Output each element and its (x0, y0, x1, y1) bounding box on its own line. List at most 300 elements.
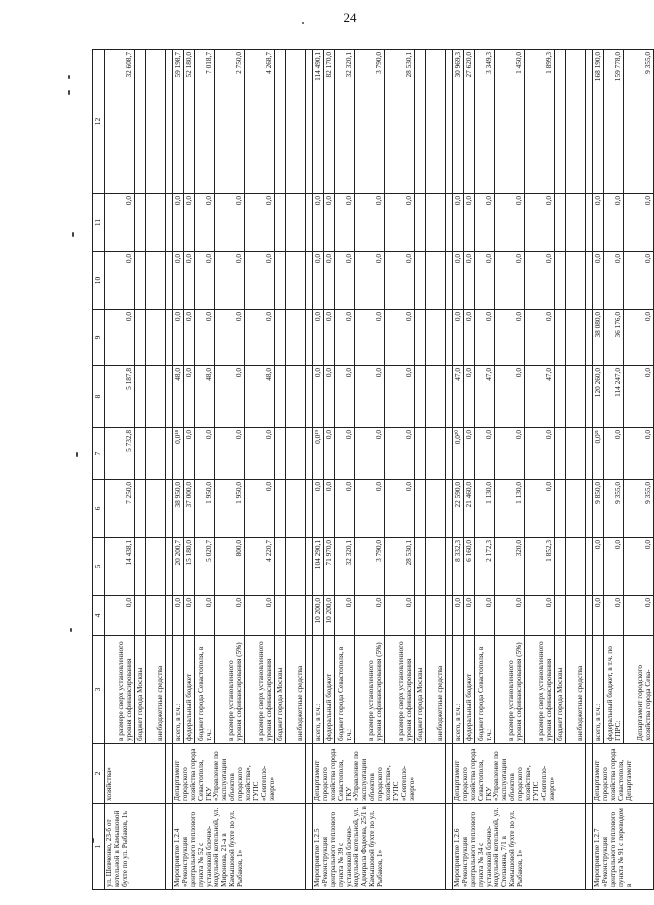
amount-cell (135, 596, 146, 636)
amount-cell: 0,0 (215, 428, 245, 480)
col-number: 11 (93, 194, 105, 252)
budget-table (92, 49, 654, 890)
amount-cell: 0,0 (184, 310, 195, 366)
amount-cell: 32 320,1 (335, 50, 355, 194)
amount-cell: 0,0 (335, 194, 355, 252)
amount-cell: 1 852,3 (525, 538, 555, 596)
empty-cell (306, 428, 313, 480)
amount-cell (566, 252, 586, 310)
amount-cell (426, 428, 446, 480)
amount-cell: 0,0 (385, 310, 415, 366)
amount-cell: 0,0 (173, 596, 184, 636)
amount-cell: 0,0 (464, 428, 475, 480)
empty-cell (446, 50, 453, 194)
amount-cell: 0,0 (464, 366, 475, 428)
empty-cell (586, 428, 593, 480)
funding-source-cell: в размере сверх установленного уровня софинансирования (245, 636, 275, 744)
funding-source-cell: в размере сверх установленного уровня софинансирования (105, 636, 135, 744)
amount-cell (275, 480, 286, 538)
empty-cell (586, 366, 593, 428)
col-number: 9 (93, 310, 105, 366)
amount-cell: 0,0 (385, 252, 415, 310)
funding-source-cell: всего, в т.ч.: (453, 636, 464, 744)
funding-source-cell: бюджет города Москвы (415, 636, 426, 744)
scan-speck (68, 75, 70, 79)
amount-cell: 0,0 (453, 310, 464, 366)
amount-cell: 0,0 (464, 310, 475, 366)
amount-cell (415, 194, 426, 252)
amount-cell: 0,0 (624, 538, 654, 596)
scan-speck (76, 452, 78, 457)
amount-cell: 9 850,0 (593, 480, 604, 538)
empty-cell (446, 596, 453, 636)
scan-speck (72, 232, 74, 237)
empty-cell (166, 428, 173, 480)
amount-cell (415, 310, 426, 366)
amount-cell: 0,0 (245, 596, 275, 636)
amount-cell (146, 596, 166, 636)
amount-cell: 22 590,0 (453, 480, 464, 538)
funding-source-cell: в размере установленного уровня софинансирования (5%) (495, 636, 525, 744)
amount-cell (566, 428, 586, 480)
amount-cell (146, 252, 166, 310)
empty-cell (166, 252, 173, 310)
amount-cell: 5 020,7 (195, 538, 215, 596)
amount-cell: 32 608,7 (105, 50, 135, 194)
col-number: 1 (93, 804, 105, 890)
amount-cell (415, 50, 426, 194)
amount-cell: 0,0 (324, 252, 335, 310)
amount-cell: 0,0 (195, 194, 215, 252)
amount-cell: 0,0 (324, 480, 335, 538)
funding-source-cell: всего, в т.ч.: (593, 636, 604, 744)
amount-cell: 0,0 (385, 194, 415, 252)
amount-cell: 47,0 (453, 366, 464, 428)
amount-cell: 0,0 (604, 538, 624, 596)
amount-cell: 2 750,0 (215, 50, 245, 194)
amount-cell: 52 180,0 (184, 50, 195, 194)
amount-cell: 0,0 (313, 480, 324, 538)
rotated-table-container (92, 50, 653, 890)
executor-cell: Департамент городского хозяйства города Севастополя, ГКУ «Управление по эксплуатации объектов городского хозяйства», ГУПС «Севтепло-энерго» (313, 744, 446, 804)
amount-cell: 0,0 (245, 194, 275, 252)
amount-cell: 3 790,0 (355, 538, 385, 596)
amount-cell: 0,0²¹ (593, 428, 604, 480)
empty-cell (306, 636, 313, 744)
amount-cell: 0,0 (355, 596, 385, 636)
amount-cell: 0,0 (355, 480, 385, 538)
amount-cell (566, 366, 586, 428)
amount-cell: 0,0 (525, 194, 555, 252)
amount-cell: 0,0²⁰ (453, 428, 464, 480)
amount-cell (415, 480, 426, 538)
amount-cell: 0,0 (624, 252, 654, 310)
amount-cell (415, 428, 426, 480)
amount-cell (135, 366, 146, 428)
amount-cell (415, 596, 426, 636)
amount-cell: 0,0 (335, 252, 355, 310)
amount-cell: 0,0 (313, 366, 324, 428)
amount-cell (426, 50, 446, 194)
amount-cell: 1 950,0 (215, 480, 245, 538)
amount-cell: 0,0 (324, 366, 335, 428)
funding-source-cell: федеральный бюджет (324, 636, 335, 744)
amount-cell: 7 018,7 (195, 50, 215, 194)
amount-cell: 0,0 (195, 310, 215, 366)
amount-cell (146, 480, 166, 538)
amount-cell: 0,0 (215, 252, 245, 310)
amount-cell: 0,0 (184, 366, 195, 428)
amount-cell (286, 538, 306, 596)
amount-cell: 0,0¹⁹ (313, 428, 324, 480)
amount-cell (426, 252, 446, 310)
executor-cell: Департамент городского хозяйства города Севастополя, ГКУ «Управление по эксплуатации объектов городского хозяйства», ГУПС «Севтепло-энерго» (173, 744, 306, 804)
amount-cell: 0,0 (385, 428, 415, 480)
empty-cell (306, 480, 313, 538)
amount-cell: 159 778,0 (604, 50, 624, 194)
measure-name-cell: Мероприятие 1.2.5 «Реконструкция центрального теплового пункта № 39 с установкой блочно-модульной котельной, ул. Адмирала Фадеева, 25/1 в Камышовой бухте по ул. Рыбаков, 1» (313, 804, 446, 890)
amount-cell: 0,0 (184, 252, 195, 310)
amount-cell (415, 366, 426, 428)
amount-cell: 4 268,7 (245, 50, 275, 194)
amount-cell (286, 428, 306, 480)
amount-cell: 38 950,0 (173, 480, 184, 538)
empty-cell (446, 366, 453, 428)
amount-cell: 4 220,7 (245, 538, 275, 596)
amount-cell (555, 366, 566, 428)
funding-source-cell: внебюджетные средства (566, 636, 586, 744)
amount-cell (146, 310, 166, 366)
empty-cell (446, 194, 453, 252)
amount-cell: 0,0 (593, 596, 604, 636)
col-number: 5 (93, 538, 105, 596)
funding-source-cell: бюджет города Севастополя, в т.ч.: (475, 636, 495, 744)
amount-cell: 14 438,1 (105, 538, 135, 596)
amount-cell: 0,0 (215, 596, 245, 636)
empty-cell (446, 636, 453, 744)
amount-cell (135, 310, 146, 366)
amount-cell: 0,0 (624, 194, 654, 252)
amount-cell: 48,0 (245, 366, 275, 428)
amount-cell (146, 538, 166, 596)
amount-cell: 320,0 (495, 538, 525, 596)
amount-cell (426, 310, 446, 366)
amount-cell: 0,0 (525, 480, 555, 538)
amount-cell (275, 252, 286, 310)
table-row (105, 50, 135, 890)
amount-cell: 0,0 (105, 310, 135, 366)
amount-cell (135, 428, 146, 480)
empty-cell (446, 480, 453, 538)
amount-cell (566, 194, 586, 252)
amount-cell: 10 200,0 (313, 596, 324, 636)
amount-cell (555, 252, 566, 310)
amount-cell: 0,0 (624, 310, 654, 366)
amount-cell: 0,0 (495, 194, 525, 252)
scan-speck (70, 628, 72, 632)
amount-cell (426, 596, 446, 636)
amount-cell: 0,0 (173, 310, 184, 366)
amount-cell: 9 355,0 (624, 50, 654, 194)
amount-cell: 0,0 (335, 480, 355, 538)
amount-cell (426, 194, 446, 252)
amount-cell (566, 50, 586, 194)
empty-cell (586, 636, 593, 744)
amount-cell: 0,0 (195, 428, 215, 480)
amount-cell: 30 969,3 (453, 50, 464, 194)
funding-source-cell: бюджет города Москвы (135, 636, 146, 744)
amount-cell: 0,0 (195, 596, 215, 636)
amount-cell: 0,0 (245, 428, 275, 480)
amount-cell: 0,0 (355, 428, 385, 480)
funding-source-cell: внебюджетные средства (146, 636, 166, 744)
empty-cell (166, 538, 173, 596)
amount-cell: 1 899,3 (525, 50, 555, 194)
amount-cell (135, 538, 146, 596)
amount-cell (286, 252, 306, 310)
empty-cell (166, 310, 173, 366)
amount-cell (555, 480, 566, 538)
funding-source-cell: бюджет города Москвы (275, 636, 286, 744)
executor-cell: Департамент городского хозяйства города Севастополя, Департамент (593, 744, 654, 804)
amount-cell: 0,0 (604, 252, 624, 310)
funding-source-cell: бюджет города Севастополя, в т.ч.: (335, 636, 355, 744)
amount-cell: 0,0 (195, 252, 215, 310)
page-number: 24 (343, 10, 357, 25)
amount-cell: 82 170,0 (324, 50, 335, 194)
amount-cell: 20 200,7 (173, 538, 184, 596)
amount-cell (275, 366, 286, 428)
scan-speck (68, 90, 70, 95)
column-number-row (93, 50, 105, 890)
amount-cell: 0,0 (324, 428, 335, 480)
amount-cell (275, 194, 286, 252)
measure-name-cell: Мероприятие 1.2.4 «Реконструкция центрального теплового пункта № 52 с установкой блочно-модульной котельной, ул. Миронова, 21-а в Камышовой бухте по ул. Рыбаков, 1» (173, 804, 306, 890)
amount-cell (286, 50, 306, 194)
empty-cell (586, 50, 593, 194)
col-number: 4 (93, 596, 105, 636)
amount-cell (286, 366, 306, 428)
table-row (593, 50, 604, 890)
amount-cell: 0,0 (495, 366, 525, 428)
empty-cell (166, 194, 173, 252)
amount-cell: 0,0 (105, 252, 135, 310)
amount-cell: 5 187,8 (105, 366, 135, 428)
amount-cell: 0,0 (475, 310, 495, 366)
amount-cell: 0,0 (464, 194, 475, 252)
empty-cell (586, 538, 593, 596)
amount-cell: 0,0 (525, 428, 555, 480)
amount-cell (146, 428, 166, 480)
amount-cell: 0,0 (313, 194, 324, 252)
amount-cell: 0,0 (385, 366, 415, 428)
amount-cell: 0,0 (475, 194, 495, 252)
amount-cell: 0,0 (495, 310, 525, 366)
col-number: 10 (93, 252, 105, 310)
amount-cell: 168 190,0 (593, 50, 604, 194)
amount-cell (555, 428, 566, 480)
amount-cell: 0,0¹⁸ (173, 428, 184, 480)
empty-cell (306, 50, 313, 194)
amount-cell (286, 480, 306, 538)
funding-source-cell: внебюджетные средства (286, 636, 306, 744)
amount-cell: 0,0 (593, 252, 604, 310)
amount-cell: 0,0 (173, 252, 184, 310)
amount-cell: 0,0 (525, 596, 555, 636)
amount-cell: 0,0 (385, 596, 415, 636)
funding-source-cell: внебюджетные средства (426, 636, 446, 744)
amount-cell (135, 50, 146, 194)
amount-cell (555, 310, 566, 366)
amount-cell: 0,0 (604, 428, 624, 480)
amount-cell: 0,0 (355, 194, 385, 252)
amount-cell: 32 320,1 (335, 538, 355, 596)
table-row (453, 50, 464, 890)
col-number: 3 (93, 636, 105, 744)
amount-cell: 0,0 (624, 596, 654, 636)
amount-cell: 21 460,0 (464, 480, 475, 538)
measure-name-cell: Мероприятие 1.2.6 «Реконструкция центрального теплового пункта № 34 с установкой блочно-модульной котельной, ул. Степаняна, 7/1 в Камышовой бухте по ул. Рыбаков, 1» (453, 804, 586, 890)
amount-cell: 114 490,1 (313, 50, 324, 194)
executor-cell: Департамент городского хозяйства города Севастополя, ГКУ «Управление по эксплуатации объектов городского хозяйства», ГУПС «Севтепло-энерго» (453, 744, 586, 804)
amount-cell: 0,0 (105, 194, 135, 252)
amount-cell: 0,0 (173, 194, 184, 252)
amount-cell (415, 252, 426, 310)
amount-cell (135, 480, 146, 538)
empty-cell (586, 310, 593, 366)
amount-cell: 0,0 (355, 366, 385, 428)
amount-cell (135, 194, 146, 252)
col-number: 6 (93, 480, 105, 538)
amount-cell (566, 538, 586, 596)
amount-cell: 0,0 (495, 252, 525, 310)
col-number: 7 (93, 428, 105, 480)
amount-cell: 0,0 (335, 596, 355, 636)
amount-cell: 3 790,0 (355, 50, 385, 194)
amount-cell (555, 194, 566, 252)
amount-cell: 0,0 (495, 428, 525, 480)
amount-cell: 0,0 (355, 252, 385, 310)
amount-cell (415, 538, 426, 596)
amount-cell: 0,0 (245, 252, 275, 310)
amount-cell: 0,0 (453, 252, 464, 310)
amount-cell: 6 160,0 (464, 538, 475, 596)
amount-cell: 1 130,0 (475, 480, 495, 538)
amount-cell: 47,0 (525, 366, 555, 428)
amount-cell: 0,0 (324, 310, 335, 366)
amount-cell: 0,0 (184, 428, 195, 480)
empty-cell (306, 366, 313, 428)
amount-cell: 71 970,0 (324, 538, 335, 596)
amount-cell (275, 596, 286, 636)
amount-cell: 0,0 (335, 310, 355, 366)
amount-cell: 0,0 (245, 480, 275, 538)
amount-cell: 1 950,0 (195, 480, 215, 538)
amount-cell: 0,0 (593, 538, 604, 596)
amount-cell: 800,0 (215, 538, 245, 596)
amount-cell (146, 194, 166, 252)
empty-cell (306, 596, 313, 636)
empty-cell (586, 596, 593, 636)
empty-cell (166, 50, 173, 194)
amount-cell (146, 366, 166, 428)
amount-cell (275, 428, 286, 480)
amount-cell: 0,0 (215, 194, 245, 252)
amount-cell (135, 252, 146, 310)
amount-cell: 37 000,0 (184, 480, 195, 538)
amount-cell: 0,0 (335, 428, 355, 480)
amount-cell: 0,0 (313, 252, 324, 310)
empty-cell (446, 538, 453, 596)
amount-cell: 7 250,0 (105, 480, 135, 538)
funding-source-cell: бюджет города Севастополя, в т.ч.: (195, 636, 215, 744)
amount-cell: 8 332,3 (453, 538, 464, 596)
funding-source-cell: в размере сверх установленного уровня софинансирования (525, 636, 555, 744)
amount-cell (426, 366, 446, 428)
amount-cell (555, 50, 566, 194)
amount-cell: 1 130,0 (495, 480, 525, 538)
amount-cell: 0,0 (624, 428, 654, 480)
amount-cell: 0,0 (604, 194, 624, 252)
empty-cell (446, 310, 453, 366)
amount-cell (275, 538, 286, 596)
amount-cell: 38 080,0 (593, 310, 604, 366)
empty-cell (166, 636, 173, 744)
empty-cell (306, 252, 313, 310)
empty-cell (446, 252, 453, 310)
amount-cell (566, 596, 586, 636)
amount-cell: 0,0 (355, 310, 385, 366)
amount-cell: 0,0 (313, 310, 324, 366)
amount-cell: 9 355,0 (604, 480, 624, 538)
amount-cell: 0,0 (105, 596, 135, 636)
amount-cell: 9 355,0 (624, 480, 654, 538)
funding-source-cell: всего, в т.ч.: (173, 636, 184, 744)
amount-cell: 0,0 (495, 596, 525, 636)
empty-cell (166, 596, 173, 636)
amount-cell: 120 260,0 (593, 366, 604, 428)
amount-cell: 5 732,8 (105, 428, 135, 480)
amount-cell (426, 538, 446, 596)
amount-cell (566, 310, 586, 366)
amount-cell: 0,0 (464, 596, 475, 636)
amount-cell: 48,0 (173, 366, 184, 428)
empty-cell (306, 194, 313, 252)
amount-cell (555, 538, 566, 596)
amount-cell (275, 310, 286, 366)
amount-cell: 59 198,7 (173, 50, 184, 194)
empty-cell (306, 310, 313, 366)
amount-cell: 27 620,0 (464, 50, 475, 194)
funding-source-cell: бюджет города Москвы (555, 636, 566, 744)
amount-cell: 0,0 (624, 366, 654, 428)
amount-cell: 0,0 (184, 596, 195, 636)
amount-cell (146, 50, 166, 194)
amount-cell: 0,0 (184, 194, 195, 252)
amount-cell: 0,0 (525, 252, 555, 310)
funding-source-cell: федеральный бюджет, в т.ч. по ГПРС: (604, 636, 624, 744)
funding-source-cell: всего, в т.ч.: (313, 636, 324, 744)
amount-cell: 47,0 (475, 366, 495, 428)
amount-cell (286, 194, 306, 252)
col-number: 2 (93, 744, 105, 804)
col-number: 8 (93, 366, 105, 428)
amount-cell: 114 247,0 (604, 366, 624, 428)
amount-cell: 28 530,1 (385, 50, 415, 194)
empty-cell (586, 252, 593, 310)
amount-cell (286, 596, 306, 636)
amount-cell: 0,0 (324, 194, 335, 252)
